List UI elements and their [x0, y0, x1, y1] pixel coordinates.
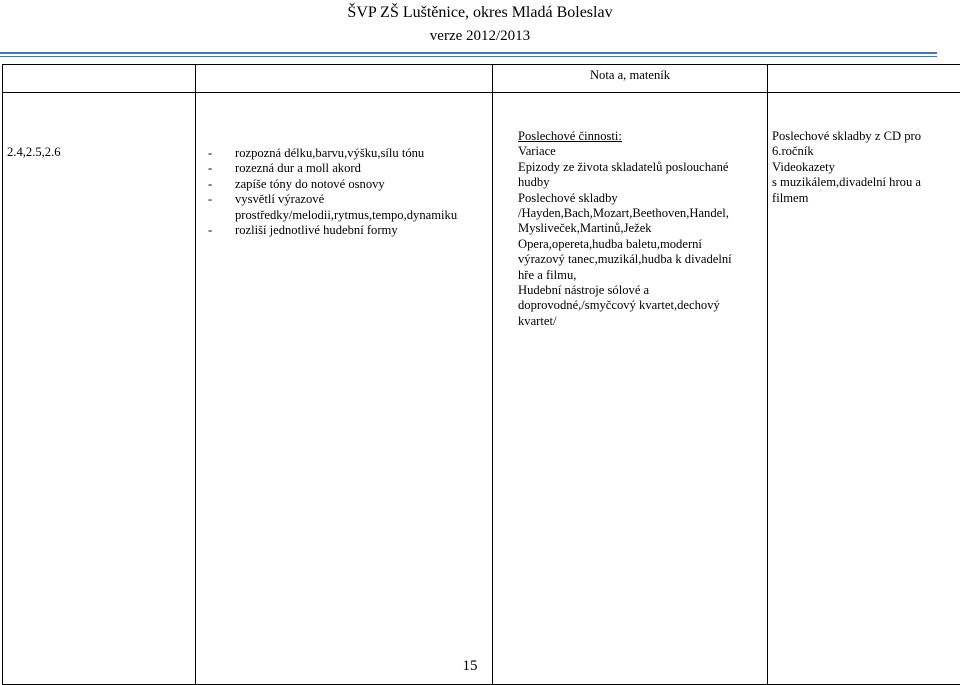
list-item: prostředky/melodii,rytmus,tempo,dynamiku	[208, 208, 492, 223]
document-header-subtitle: verze 2012/2013	[0, 28, 960, 45]
cell-content	[493, 93, 768, 685]
curriculum-table	[2, 64, 960, 685]
outcomes-list	[208, 146, 492, 238]
list-item: - rozliší jednotlivé hudební formy	[208, 223, 492, 238]
content-line: výrazový tanec,muzikál,hudba k divadelní	[518, 252, 763, 267]
content-line: Mysliveček,Martinů,Ježek	[518, 221, 763, 236]
content-line: /Hayden,Bach,Mozart,Beethoven,Handel,	[518, 206, 763, 221]
header-cell-empty-1	[3, 65, 196, 93]
content-line: Opera,opereta,hudba baletu,moderní	[518, 237, 763, 252]
content-heading: Poslechové činnosti:	[518, 129, 763, 144]
content-line: kvartet/	[518, 314, 763, 329]
page-number: 15	[0, 658, 940, 675]
resource-line: s muzikálem,divadelní hrou a	[772, 175, 958, 190]
table-header-row	[3, 65, 960, 93]
header-cell-empty-4	[768, 65, 960, 93]
cell-resources	[768, 93, 960, 685]
table-body-row	[3, 93, 960, 685]
content-line: Poslechové skladby	[518, 191, 763, 206]
list-item: - zapíše tóny do notové osnovy	[208, 177, 492, 192]
content-line: Hudební nástroje sólové a	[518, 283, 763, 298]
header-cell-empty-2	[196, 65, 493, 93]
content-line: doprovodné,/smyčcový kvartet,dechový	[518, 298, 763, 313]
content-lines	[518, 144, 763, 329]
content-line: hře a filmu,	[518, 268, 763, 283]
resource-line: filmem	[772, 191, 958, 206]
header-rule	[0, 52, 937, 57]
resources-lines	[772, 129, 958, 206]
list-item: - vysvětlí výrazové	[208, 192, 492, 207]
list-item: - rozpozná délku,barvu,výšku,sílu tónu	[208, 146, 492, 161]
resource-line: Poslechové skladby z CD pro	[772, 129, 958, 144]
content-line: Variace	[518, 144, 763, 159]
cell-reference-codes: 2.4,2.5,2.6	[3, 93, 196, 685]
resource-line: Videokazety	[772, 160, 958, 175]
document-header-title: ŠVP ZŠ Luštěnice, okres Mladá Boleslav	[0, 4, 960, 22]
list-item: - rozezná dur a moll akord	[208, 161, 492, 176]
header-cell-topic: Nota a, mateník	[493, 65, 768, 93]
cell-outcomes	[196, 93, 493, 685]
content-line: Epizody ze života skladatelů poslouchané	[518, 160, 763, 175]
content-line: hudby	[518, 175, 763, 190]
resource-line: 6.ročník	[772, 144, 958, 159]
